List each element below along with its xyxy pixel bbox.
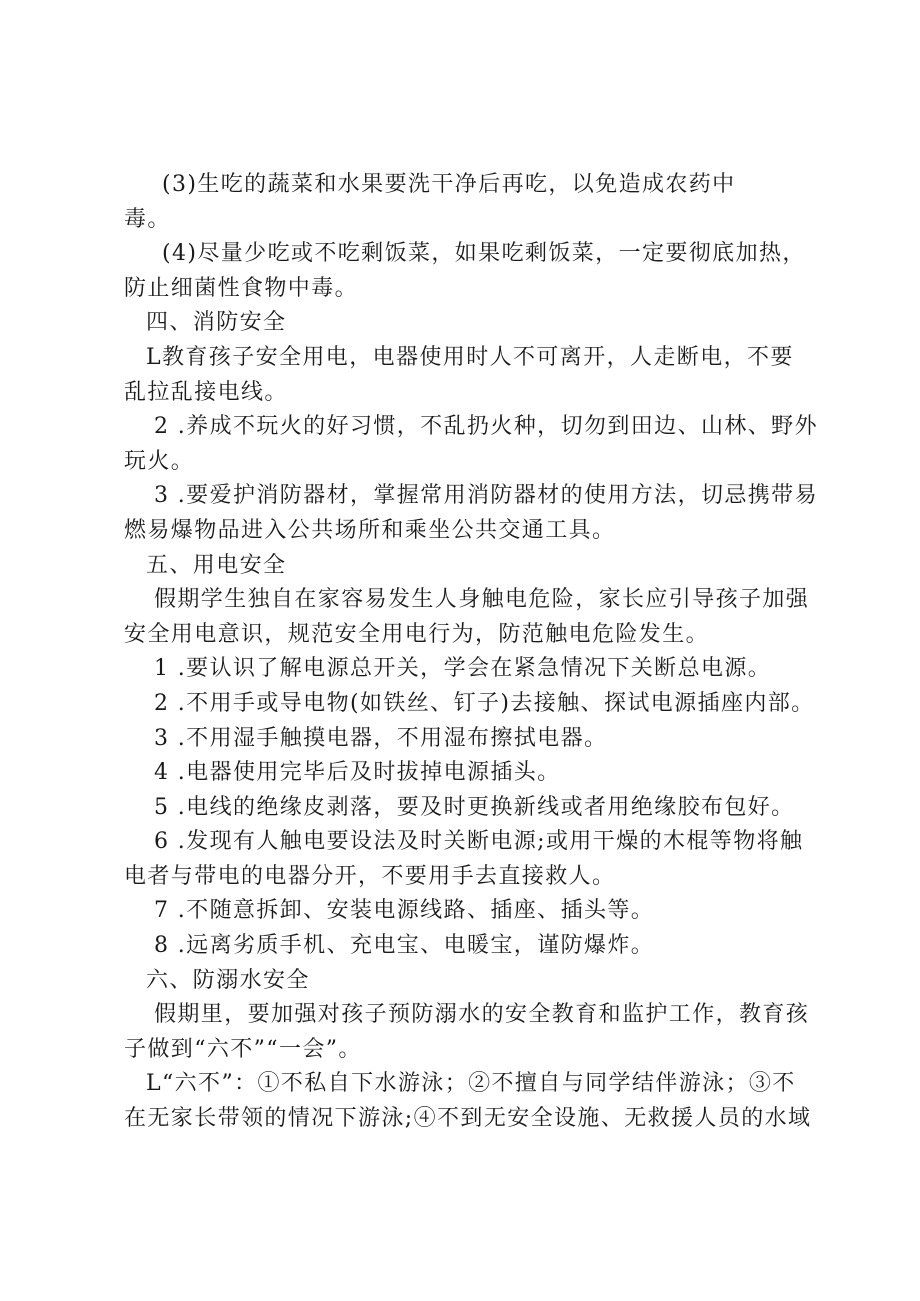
paragraph-line: 燃易爆物品进入公共场所和乘坐公共交通工具。 [124, 517, 616, 543]
paragraph-line: 电者与带电的电器分开，不要用手去直接救人。 [124, 863, 616, 889]
paragraph-line: 假期学生独自在家容易发生人身触电危险，家长应引导孩子加强 [154, 587, 810, 613]
paragraph-line: 2 .养成不玩火的好习惯，不乱扔火种，切勿到田边、山林、野外 [154, 414, 818, 440]
paragraph-line: 1 .要认识了解电源总开关，学会在紧急情况下关断总电源。 [154, 656, 772, 682]
paragraph-line: 子做到“六不”“一会”。 [124, 1036, 362, 1062]
paragraph-line: L“六不”：①不私自下水游泳；②不擅自与同学结伴游泳；③不 [146, 1071, 796, 1097]
paragraph-line: 假期里，要加强对孩子预防溺水的安全教育和监护工作，教育孩 [154, 1002, 810, 1028]
paragraph-line: 毒。 [124, 206, 171, 232]
paragraph-line: 安全用电意识，规范安全用电行为，防范触电危险发生。 [124, 621, 710, 647]
section-heading-electrical-safety: 五、用电安全 [146, 552, 287, 578]
paragraph-line: 乱拉乱接电线。 [124, 379, 288, 405]
section-heading-drowning-safety: 六、防溺水安全 [146, 967, 310, 993]
paragraph-line: L教育孩子安全用电，电器使用时人不可离开，人走断电，不要 [146, 344, 794, 370]
section-heading-fire-safety: 四、消防安全 [146, 310, 287, 336]
paragraph-line: 4 .电器使用完毕后及时拔掉电源插头。 [154, 760, 561, 786]
paragraph-line: (3)生吃的蔬菜和水果要洗干净后再吃，以免造成农药中 [162, 172, 736, 197]
paragraph-line: 2 .不用手或导电物(如铁丝、钉子)去接触、探试电源插座内部。 [154, 690, 815, 716]
paragraph-line: 8 .远离劣质手机、充电宝、电暖宝，谨防爆炸。 [154, 933, 655, 959]
paragraph-line: 7 .不随意拆卸、安装电源线路、插座、插头等。 [154, 898, 655, 924]
paragraph-line: (4)尽量少吃或不吃剩饭菜，如果吃剩饭菜，一定要彻底加热， [162, 241, 806, 267]
paragraph-line: 5 .电线的绝缘皮剥落，要及时更换新线或者用绝缘胶布包好。 [154, 794, 795, 820]
document-body [124, 168, 818, 1137]
paragraph-line: 3 .不用湿手触摸电器，不用湿布擦拭电器。 [154, 725, 608, 751]
paragraph-line: 玩火。 [124, 448, 195, 474]
paragraph-line: 6 .发现有人触电要设法及时关断电源;或用干燥的木棍等物将触 [154, 829, 804, 855]
paragraph-line: 在无家长带领的情况下游泳;④不到无安全设施、无救援人员的水域 [124, 1106, 812, 1132]
paragraph-line: 3 .要爱护消防器材，掌握常用消防器材的使用方法，切忌携带易 [154, 483, 818, 509]
paragraph-line: 防止细菌性食物中毒。 [124, 275, 359, 301]
